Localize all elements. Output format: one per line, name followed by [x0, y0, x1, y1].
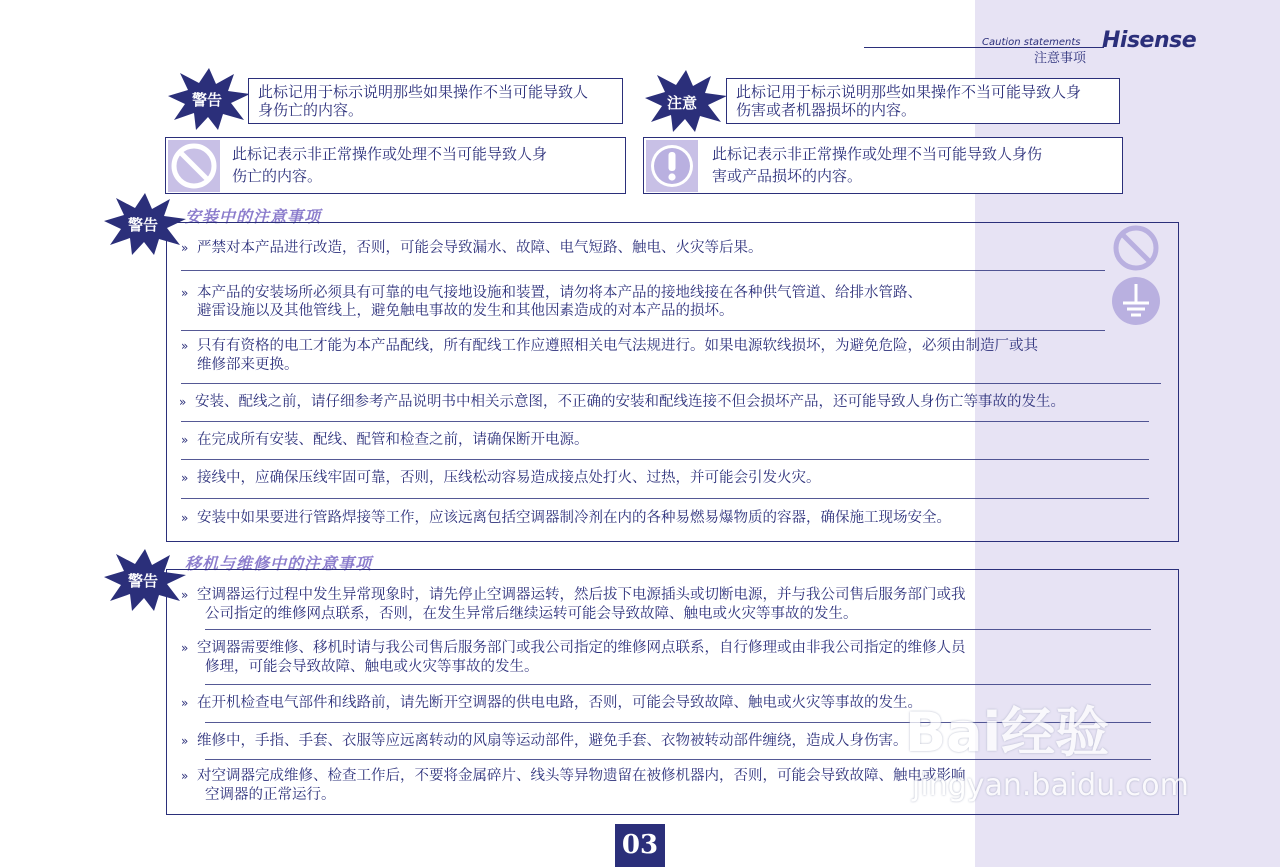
exclaim-legend-line1: 此标记表示非正常操作或处理不当可能导致人身伤 [712, 145, 1043, 163]
caption-english: Caution statements [982, 37, 1081, 48]
bullet-icon: » [179, 395, 187, 409]
install-item-7: » 安装中如果要进行管路焊接等工作，应该远离包括空调器制冷剂在内的各种易燃易爆物质的容器，确保施工现场安全。 [181, 510, 951, 526]
bullet-icon: » [181, 588, 189, 602]
exclamation-icon [646, 140, 698, 192]
install-panel [166, 222, 1179, 542]
baidu-watermark: Bai经验 [905, 701, 1110, 764]
warning-legend-box [248, 78, 623, 124]
exclaim-icon-frame [646, 140, 698, 192]
install-separator-6 [181, 498, 1149, 499]
repair-item-1: » 空调器运行过程中发生异常现象时，请先停止空调器运转，然后拔下电源插头或切断电源，并与我公司售后服务部门或我 [181, 587, 966, 603]
page-number: 03 [615, 824, 665, 867]
repair-item-2: » 空调器需要维修、移机时请与我公司售后服务部门或我公司指定的维修网点联系，自行修理或由非我公司指定的维修人员 [181, 640, 966, 656]
brand-logo: Hisense [1102, 28, 1197, 53]
bullet-icon: » [181, 471, 189, 485]
exclaim-legend-box [643, 137, 1123, 194]
bullet-icon: » [181, 641, 189, 655]
bullet-icon: » [181, 734, 189, 748]
install-item-3-line2: 维修部来更换。 [197, 357, 299, 373]
install-item-6: » 接线中，应确保压线牢固可靠，否则，压线松动容易造成接点处打火、过热，并可能会引发火灾。 [181, 470, 821, 486]
bullet-icon: » [181, 241, 189, 255]
repair-item-2-line2: 修理，可能会导致故障、触电或火灾等事故的发生。 [205, 659, 539, 675]
prohibit-legend-line2: 伤亡的内容。 [232, 167, 323, 185]
repair-item-5-line2: 空调器的正常运行。 [205, 787, 336, 803]
install-separator-1 [181, 270, 1105, 271]
bullet-icon: » [181, 696, 189, 710]
repair-separator-2 [205, 684, 1151, 685]
baidu-watermark-url: jingyan.baidu.com [912, 768, 1189, 803]
install-separator-5 [181, 459, 1149, 460]
exclaim-legend-line2: 害或产品损坏的内容。 [712, 167, 863, 185]
caution-legend-line1: 此标记用于标示说明那些如果操作不当可能导致人身 [736, 83, 1082, 101]
install-warning-label: 警告 [128, 216, 159, 234]
caution-legend-box [726, 78, 1120, 124]
prohibit-icon [1110, 223, 1162, 273]
install-item-2-line2: 避雷设施以及其他管线上，避免触电事故的发生和其他因素造成的对本产品的损坏。 [197, 303, 734, 319]
repair-warning-label: 警告 [128, 572, 159, 590]
bullet-icon: » [181, 511, 189, 525]
bullet-icon: » [181, 339, 189, 353]
bullet-icon: » [181, 433, 189, 447]
caution-badge-label: 注意 [667, 94, 698, 112]
repair-section-title: 移机与维修中的注意事项 [185, 554, 373, 573]
install-separator-3 [181, 383, 1161, 384]
prohibit-legend-line1: 此标记表示非正常操作或处理不当可能导致人身 [232, 145, 548, 163]
install-separator-2 [181, 330, 1105, 331]
ground-icon [1110, 275, 1162, 327]
repair-item-4: » 维修中，手指、手套、衣服等应远离转动的风扇等运动部件，避免手套、衣物被转动部件缠绕，造成人身伤害。 [181, 733, 908, 749]
caption-chinese: 注意事项 [1034, 51, 1087, 66]
install-separator-4 [181, 421, 1149, 422]
repair-item-1-line2: 公司指定的维修网点联系，否则，在发生异常后继续运转可能会导致故障、触电或火灾等事故的发生。 [205, 606, 858, 622]
install-item-2: » 本产品的安装场所必须具有可靠的电气接地设施和装置，请勿将本产品的接地线接在各种供气管道、给排水管路、 [181, 285, 922, 301]
prohibit-icon-frame [168, 140, 220, 192]
install-item-3: » 只有有资格的电工才能为本产品配线，所有配线工作应遵照相关电气法规进行。如果电源软线损坏，为避免危险，必须由制造厂或其 [181, 338, 1038, 354]
caution-legend-line2: 伤害或者机器损坏的内容。 [736, 101, 917, 119]
prohibit-legend-box [165, 137, 626, 194]
prohibit-icon [168, 140, 220, 192]
warning-legend-line1: 此标记用于标示说明那些如果操作不当可能导致人 [258, 83, 589, 101]
repair-item-5: » 对空调器完成维修、检查工作后，不要将金属碎片、线头等异物遗留在被修机器内，否则，可能会导致故障、触电或影响 [181, 768, 966, 784]
install-item-5: » 在完成所有安装、配线、配管和检查之前，请确保断开电源。 [181, 432, 589, 448]
install-item-1: » 严禁对本产品进行改造，否则，可能会导致漏水、故障、电气短路、触电、火灾等后果。 [181, 240, 763, 256]
install-section-title: 安装中的注意事项 [185, 207, 322, 226]
bullet-icon: » [181, 769, 189, 783]
warning-badge-label: 警告 [192, 91, 223, 109]
warning-legend-line2: 身伤亡的内容。 [258, 101, 364, 119]
bullet-icon: » [181, 286, 189, 300]
repair-item-3: » 在开机检查电气部件和线路前，请先断开空调器的供电电路，否则，可能会导致故障、触电或火灾等事故的发生。 [181, 695, 922, 711]
install-item-4: » 安装、配线之前，请仔细参考产品说明书中相关示意图，不正确的安装和配线连接不但会损坏产品，还可能导致人身伤亡等事故的发生。 [179, 394, 1065, 410]
repair-separator-1 [205, 629, 1151, 630]
